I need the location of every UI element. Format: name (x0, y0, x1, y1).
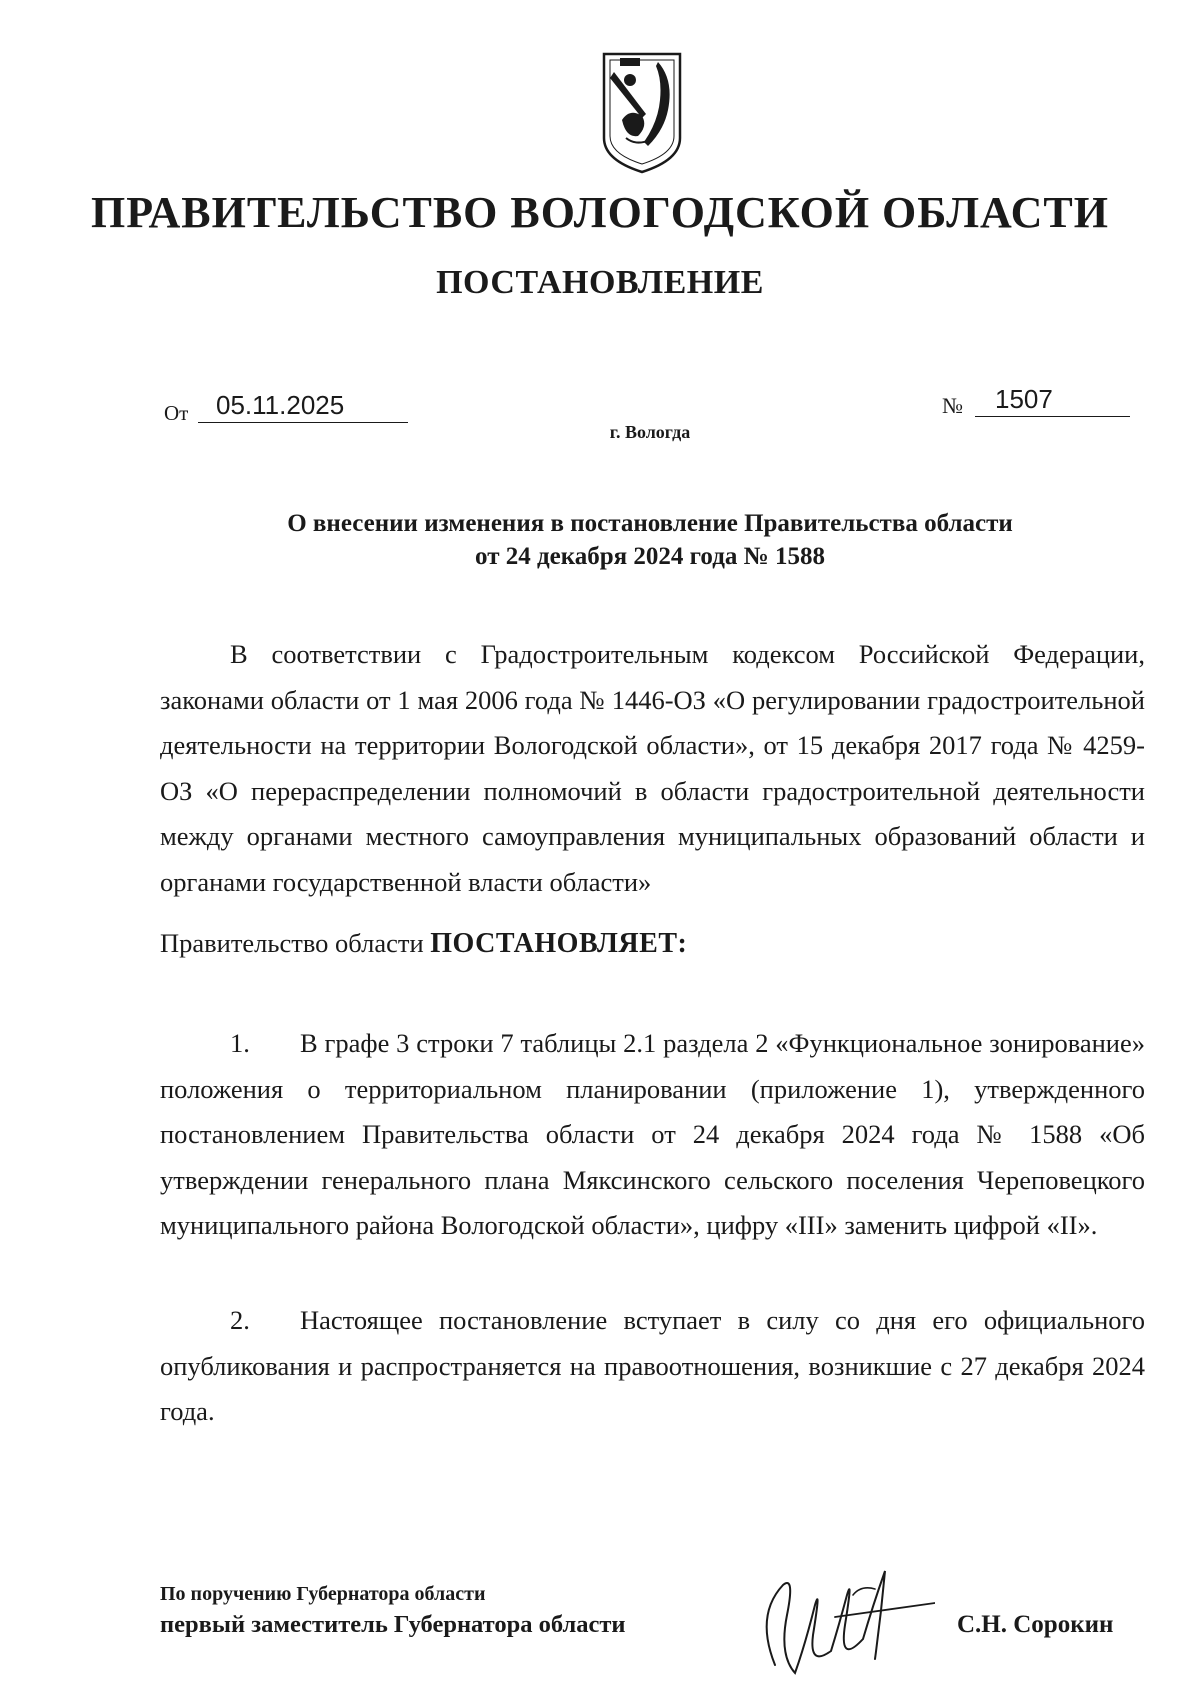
signatory-name: С.Н. Сорокин (957, 1611, 1114, 1638)
city-label: г. Вологда (609, 422, 691, 442)
item-text: Настоящее постановление вступает в силу со дня его официального опубликования и распространяется на правоотношения, возникшие с 27 декабря 2024 года. (160, 1305, 1145, 1426)
document-type: ПОСТАНОВЛЕНИЕ (436, 264, 764, 301)
item-number: 2. (230, 1305, 250, 1335)
coat-of-arms-icon (600, 50, 684, 175)
preamble-text: В соответствии с Градостроительным кодексом Российской Федерации, законами области от 1 мая 2006 года № 1446-ОЗ «О регулировании градостроительной деятельности на территории Вологодской области», от 15 декабря 2017 года № 4259-ОЗ «О перераспределении полномочий в области градостроительной деятельности между органами местного самоуправления муниципальных образований области и органами государственной власти области» (160, 639, 1145, 897)
document-subject (0, 507, 1200, 573)
document-date: 05.11.2025 (198, 390, 408, 423)
signatory-line-2: первый заместитель Губернатора области (160, 1611, 626, 1638)
signatory-position (160, 1580, 626, 1642)
resolution-item (160, 1021, 1145, 1249)
subject-line-1: О внесении изменения в постановление Правительства области (287, 510, 1013, 537)
document-number: 1507 (975, 385, 1130, 417)
resolution-item (160, 1298, 1145, 1435)
handwritten-signature (735, 1555, 935, 1685)
resolution-verb: ПОСТАНОВЛЯЕТ: (430, 928, 688, 959)
signatory-line-1: По поручению Губернатора области (160, 1583, 486, 1605)
organization-title: ПРАВИТЕЛЬСТВО ВОЛОГОДСКОЙ ОБЛАСТИ (91, 188, 1109, 237)
item-text: В графе 3 строки 7 таблицы 2.1 раздела 2 «Функциональное зонирование» положения о территориальном планировании (приложение 1), утвержденного постановлением Правительства области от 24 декабря 2024 года № 1588 «Об утверждении генерального плана Мяксинского сельского поселения Череповецкого муниципального района Вологодской области», цифру «III» заменить цифрой «II». (160, 1028, 1145, 1240)
number-label: № (942, 393, 963, 418)
resolution-line (160, 928, 687, 960)
subject-line-2: от 24 декабря 2024 года № 1588 (475, 543, 825, 570)
date-label: От (164, 401, 189, 425)
resolution-subject: Правительство области (160, 928, 424, 958)
item-number: 1. (230, 1028, 250, 1058)
preamble (160, 632, 1145, 905)
